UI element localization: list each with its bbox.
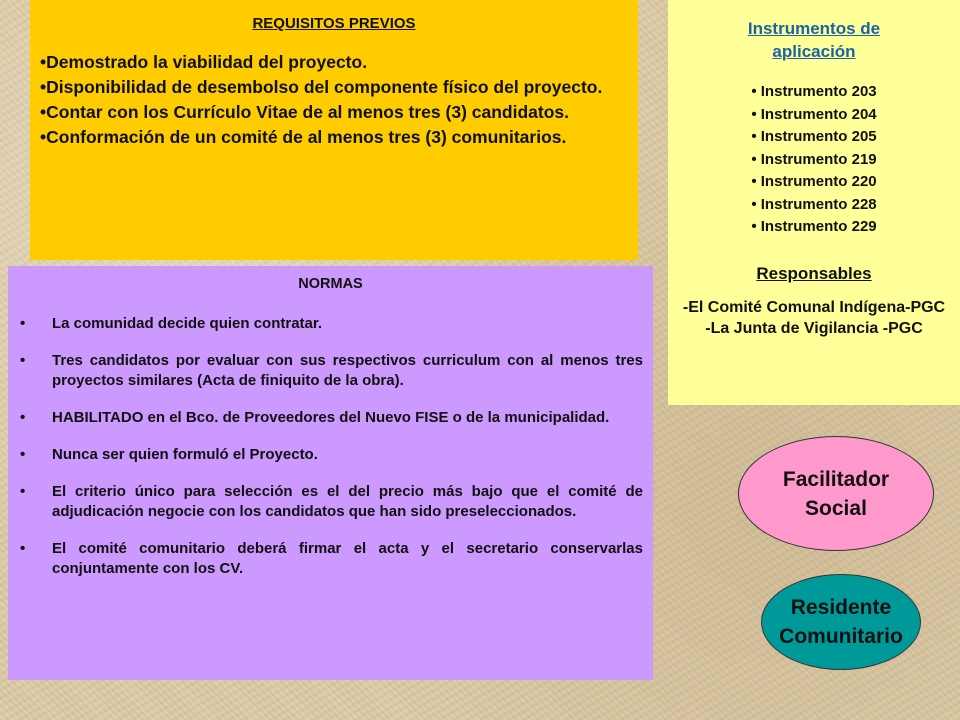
requisito-item: • Demostrado la viabilidad del proyecto. xyxy=(40,51,628,74)
instrumento-item: • Instrumento 220 xyxy=(668,171,960,194)
responsables-text xyxy=(668,297,960,339)
instrumento-item: • Instrumento 219 xyxy=(668,149,960,172)
residente-label-line2: Comunitario xyxy=(779,625,903,648)
residente-comunitario-oval xyxy=(761,574,921,670)
responsables-title: Responsables xyxy=(756,263,872,283)
instrumentos-list xyxy=(668,81,960,239)
normas-list xyxy=(18,314,643,579)
facilitador-label-line2: Social xyxy=(805,496,867,520)
norma-item: • HABILITADO en el Bco. de Proveedores del Nuevo FISE o de la municipalidad. xyxy=(18,408,643,428)
normas-panel xyxy=(8,266,653,680)
instrumentos-panel xyxy=(668,0,960,405)
requisito-item: • Conformación de un comité de al menos tres (3) comunitarios. xyxy=(40,126,628,149)
norma-item: • Nunca ser quien formuló el Proyecto. xyxy=(18,445,643,465)
responsable-line: -La Junta de Vigilancia -PGC xyxy=(705,319,923,337)
norma-item: • El comité comunitario deberá firmar el acta y el secretario conservarlas conjuntamente con los CV. xyxy=(18,539,643,579)
norma-item: • Tres candidatos por evaluar con sus respectivos curriculum con al menos tres proyectos similares (Acta de finiquito de la obra). xyxy=(18,351,643,391)
instrumentos-title-link[interactable]: Instrumentos de aplicación xyxy=(747,19,881,61)
requisitos-previos-panel xyxy=(30,0,638,260)
responsable-line: -El Comité Comunal Indígena-PGC xyxy=(682,298,946,316)
instrumento-item: • Instrumento 205 xyxy=(668,126,960,149)
instrumento-item: • Instrumento 229 xyxy=(668,216,960,239)
instrumento-item: • Instrumento 228 xyxy=(668,194,960,217)
requisito-item: • Contar con los Currículo Vitae de al menos tres (3) candidatos. xyxy=(40,101,628,124)
facilitador-label-line1: Facilitador xyxy=(782,467,890,491)
residente-label-line1: Residente xyxy=(790,596,892,619)
requisitos-title: REQUISITOS PREVIOS xyxy=(252,15,416,32)
requisitos-list xyxy=(40,51,628,149)
facilitador-social-oval xyxy=(738,436,934,551)
instrumento-item: • Instrumento 203 xyxy=(668,81,960,104)
instrumento-item: • Instrumento 204 xyxy=(668,104,960,127)
norma-item: • El criterio único para selección es el del precio más bajo que el comité de adjudicación negocie con los candidatos que han sido preseleccionados. xyxy=(18,482,643,522)
norma-item: • La comunidad decide quien contratar. xyxy=(18,314,643,334)
requisito-item: • Disponibilidad de desembolso del componente físico del proyecto. xyxy=(40,76,628,99)
normas-title: NORMAS xyxy=(298,276,363,292)
